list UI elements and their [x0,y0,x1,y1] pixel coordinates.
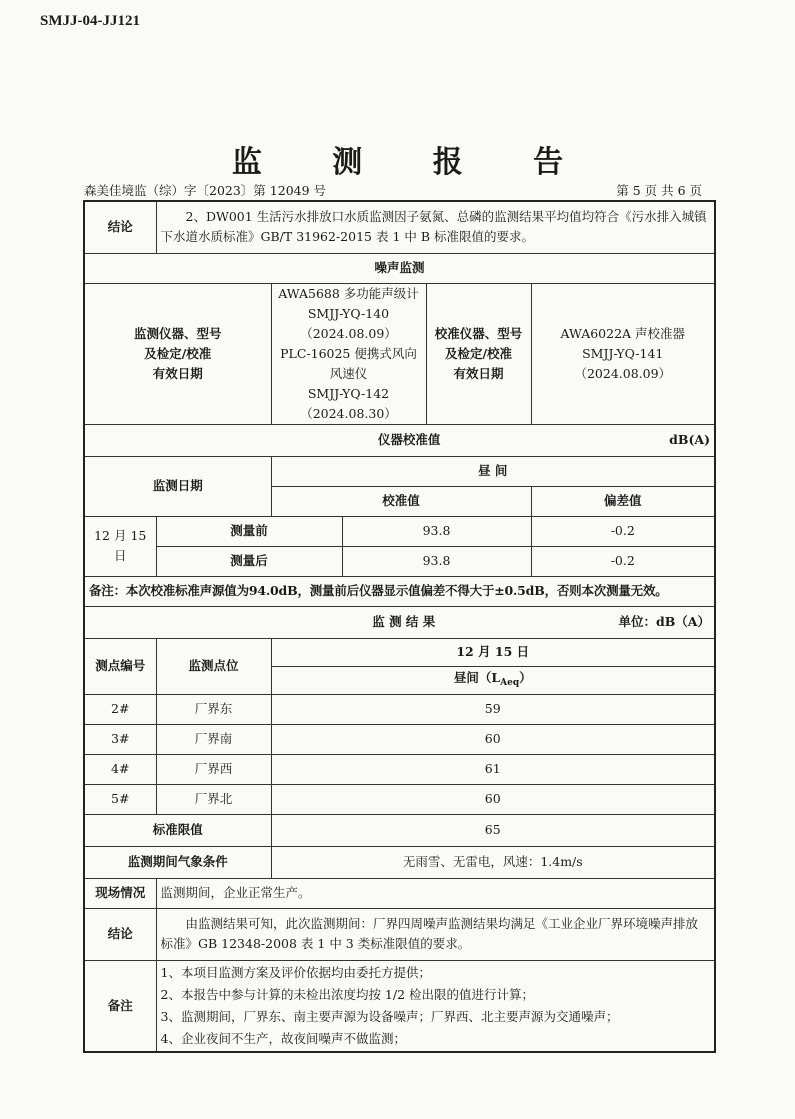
document-code: SMJJ-04-JJ121 [40,13,140,29]
remark-item: 1、本项目监测方案及评价依据均由委托方提供； [160,964,431,980]
result-value: 60 [271,784,715,814]
report-table [83,200,716,1053]
calibration-row-deviation: -0.2 [531,516,715,546]
calibrator-item: SMJJ-YQ-141 [582,345,664,361]
calibration-date: 12 月 15 日 [84,516,156,576]
site-text: 监测期间，企业正常生产。 [156,878,715,908]
remarks-label: 备注 [84,960,156,1052]
results-daytime-subscript: Aeq [500,677,520,688]
result-point-no: 5# [84,784,156,814]
results-header [84,606,715,638]
calibration-note: 备注：本次校准标准声源值为94.0dB，测量前后仪器显示值偏差不得大于±0.5dB，否则本次测量无效。 [84,576,715,606]
result-location: 厂界北 [156,784,271,814]
result-value: 61 [271,754,715,784]
calibration-deviation-header: 偏差值 [531,486,715,516]
weather-value: 无雨雪、无雷电，风速：1.4m/s [271,846,715,878]
report-reference-number: 森美佳境监（综）字〔2023〕第 12049 号 [84,183,327,198]
remark-item: 3、监测期间，厂界东、南主要声源为设备噪声；厂界西、北主要声源为交通噪声； [160,1008,619,1024]
calibrator-item: AWA6022A 声校准器 [560,325,686,341]
calibration-period: 昼 间 [271,456,715,486]
site-label: 现场情况 [84,878,156,908]
weather-label: 监测期间气象条件 [84,846,271,878]
remark-item: 2、本报告中参与计算的未检出浓度均按 1/2 检出限的值进行计算； [160,986,535,1002]
calibrator-list [531,283,715,424]
instrument-label-line2: 及检定/校准 [144,345,212,361]
results-unit: 单位：dB（A） [618,614,711,629]
instrument-item: PLC-16025 便携式风向风速仪 [280,345,417,381]
conclusion2-text: 由监测结果可知，此次监测期间：厂界四周噪声监测结果均满足《工业企业厂界环境噪声排放标准》GB 12348-2008 表 1 中 3 类标准限值的要求。 [156,908,715,960]
conclusion1-text: 2、DW001 生活污水排放口水质监测因子氨氮、总磷的监测结果平均值均符合《污水排入城镇下水道水质标准》GB/T 31962-2015 表 1 中 B 标准限值的要求。 [156,201,715,253]
calibration-title: 仪器校准值 [377,432,441,447]
results-daytime-text: 昼间（L [453,669,501,685]
report-title: 监 测 报 告 [231,145,594,180]
calibrator-item: （2024.08.09） [574,365,672,381]
result-value: 59 [271,694,715,724]
results-title: 监 测 结 果 [372,614,436,629]
standard-limit-value: 65 [271,814,715,846]
page-number: 第 5 页 共 6 页 [616,183,702,198]
standard-limit-label: 标准限值 [84,814,271,846]
instrument-label [84,283,271,424]
results-date-header: 12 月 15 日 [271,638,715,666]
calibration-header [84,424,715,456]
remarks-list [156,960,715,1052]
instrument-list [271,283,426,424]
calibrator-label-line3: 有效日期 [453,365,504,381]
result-value: 60 [271,724,715,754]
instrument-item: AWA5688 多功能声级计 [278,285,419,301]
conclusion2-label: 结论 [84,908,156,960]
calibrator-label-line1: 校准仪器、型号 [434,325,523,341]
noise-section-header: 噪声监测 [84,253,715,283]
results-daytime-header [271,666,715,694]
calibration-row-value: 93.8 [342,516,531,546]
calibration-date-label: 监测日期 [84,456,271,516]
instrument-label-line3: 有效日期 [152,365,203,381]
calibrator-label-line2: 及检定/校准 [444,345,513,361]
results-location-header: 监测点位 [156,638,271,694]
result-location: 厂界东 [156,694,271,724]
instrument-item: SMJJ-YQ-140（2024.08.09） [300,305,397,341]
results-daytime-close: ） [519,669,532,685]
result-point-no: 3# [84,724,156,754]
instrument-label-line1: 监测仪器、型号 [133,325,222,341]
calibration-value-header: 校准值 [271,486,531,516]
calibration-row-deviation: -0.2 [531,546,715,576]
calibration-unit: dB(A) [669,432,711,447]
result-location: 厂界南 [156,724,271,754]
calibration-row-value: 93.8 [342,546,531,576]
calibration-row-label: 测量前 [156,516,342,546]
conclusion1-label: 结论 [84,201,156,253]
calibration-row-label: 测量后 [156,546,342,576]
results-point-no-header: 测点编号 [84,638,156,694]
result-point-no: 2# [84,694,156,724]
remark-item: 4、企业夜间不生产，故夜间噪声不做监测； [160,1030,406,1046]
instrument-item: SMJJ-YQ-142（2024.08.30） [300,385,397,421]
result-location: 厂界西 [156,754,271,784]
result-point-no: 4# [84,754,156,784]
calibrator-label [426,283,531,424]
